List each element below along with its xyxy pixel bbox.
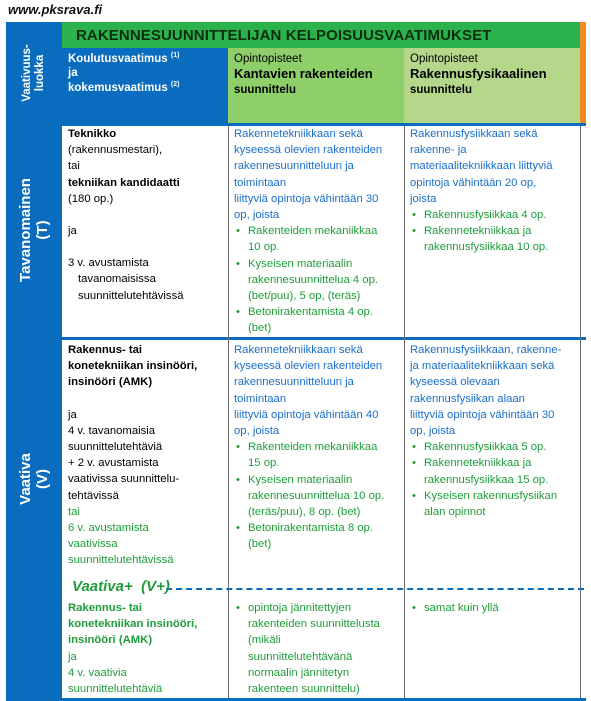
list-item: • Kyseisen rakennusfysiikan alan opinnot <box>410 488 582 520</box>
vplus-col1-line: 4 v. vaativia <box>68 666 127 679</box>
header-building-physics-design <box>404 48 580 123</box>
v-col1-line: suunnittelutehtäviä <box>68 441 163 454</box>
t-col2-intro: liittyviä opintoja vähintään 30 <box>234 192 379 205</box>
class-t-label: Tavanomainen <box>16 178 34 282</box>
t-col3-intro: joista <box>410 192 437 205</box>
t-col1-line: (180 op.) <box>68 192 114 205</box>
list-item: • Rakennusfysiikkaa 5 op. <box>410 439 582 455</box>
v-col1-line: ja <box>68 408 77 421</box>
vplus-col1-line: konetekniikan insinööri, <box>68 618 198 631</box>
v-col1-line: insinööri (AMK) <box>68 376 153 389</box>
table-title-bar <box>62 22 586 48</box>
header-col2-big: Kantavien rakenteiden <box>234 66 373 82</box>
vplus-physics-cell <box>410 600 582 616</box>
header-education-experience <box>62 48 228 123</box>
class-v-label: Vaativa <box>16 453 34 505</box>
v-col1-line: 4 v. tavanomaisia <box>68 424 156 437</box>
t-col1-line: 3 v. avustamista <box>68 257 149 270</box>
table-title: RAKENNESUUNNITTELIJAN KELPOISUUSVAATIMUKSET <box>76 27 492 44</box>
v-col3-intro: Rakennusfysiikkaan, rakenne- <box>410 344 562 356</box>
header-col3-small: Opintopisteet <box>410 53 478 65</box>
t-col3-intro: Rakennusfysiikkaan sekä <box>410 128 538 140</box>
v-col3-intro: liittyviä opintoja vähintään 30 <box>410 408 555 421</box>
requirements-table <box>6 22 586 701</box>
header-col1-line2: ja <box>68 67 78 80</box>
class-v-code: (V) <box>34 469 51 489</box>
t-physics-cell <box>410 126 582 256</box>
website-url[interactable]: www.pksrava.fi <box>8 2 103 17</box>
orange-edge-decor <box>580 22 586 123</box>
v-col1-line: tehtävissä <box>68 489 119 502</box>
t-col1-line: tekniikan kandidaatti <box>68 176 180 189</box>
header-col2-small: Opintopisteet <box>234 53 302 65</box>
v-col3-intro: rakennusfysiikan alaan <box>410 392 525 405</box>
v-col3-intro: op, joista <box>410 425 456 438</box>
v-col1-line: Rakennus- tai <box>68 344 143 356</box>
t-col1-line: suunnittelutehtävissä <box>78 289 184 302</box>
header-col2-small2: suunnittelu <box>234 83 296 96</box>
v-col1-line: 6 v. avustamista <box>68 522 149 535</box>
v-col1-line: konetekniikan insinööri, <box>68 360 198 373</box>
vplus-col1-line: insinööri (AMK) <box>68 634 153 647</box>
header-col3-big: Rakennusfysikaalinen <box>410 66 547 82</box>
vplus-col1-line: ja <box>68 650 77 663</box>
v-col2-intro: rakennesuunnitteluun ja toimintaan <box>234 376 354 405</box>
v-col2-intro: Rakennetekniikkaan sekä <box>234 344 363 356</box>
list-item: • Rakennetekniikkaa ja rakennusfysiikkaa 10 op. <box>410 223 582 255</box>
t-education-cell <box>68 126 226 304</box>
header-col1-line3: kokemusvaatimus <box>68 81 168 94</box>
t-structural-cell <box>234 126 406 337</box>
difficulty-class-header-line2: luokka <box>34 54 46 91</box>
row-separator <box>6 337 586 340</box>
t-col1-line: ja <box>68 225 77 238</box>
vplus-structural-cell <box>234 600 406 697</box>
v-col3-intro: ja materiaalitekniikkaan sekä <box>410 360 555 373</box>
t-col2-intro: rakennesuunnitteluun ja toimintaan <box>234 160 354 189</box>
v-col2-intro: liittyviä opintoja vähintään 40 <box>234 408 379 421</box>
difficulty-class-header <box>6 22 62 126</box>
v-physics-cell <box>410 342 582 520</box>
list-item: • Rakennetekniikkaa ja rakennusfysiikkaa 15 op. <box>410 455 582 487</box>
t-col1-line: tai <box>68 160 80 173</box>
vplus-dashed-separator <box>166 588 584 590</box>
list-item: • samat kuin yllä <box>410 600 582 616</box>
vplus-col1-line: Rakennus- tai <box>68 602 143 614</box>
list-item: • Rakenteiden mekaniikkaa 15 op. <box>234 439 406 471</box>
t-col3-intro: rakenne- ja <box>410 144 467 157</box>
list-item: • Betonirakentamista 4 op. (bet) <box>234 304 406 336</box>
class-tavanomainen <box>6 123 62 337</box>
t-col1-line: tavanomaisissa <box>78 273 156 286</box>
v-col3-intro: kyseessä olevaan <box>410 376 500 389</box>
t-col1-line: Teknikko <box>68 128 117 140</box>
t-col2-intro: op, joista <box>234 209 280 222</box>
list-item: • Kyseisen materiaalin rakennesuunnittelua 4 op. (bet/puu), 5 op, (teräs) <box>234 256 406 305</box>
header-structural-design <box>228 48 404 123</box>
list-item: • Rakennusfysiikkaa 4 op. <box>410 207 582 223</box>
v-col1-line: vaativissa <box>68 538 118 551</box>
t-col3-intro: materiaalitekniikkaan liittyviä <box>410 160 553 173</box>
header-col3-small2: suunnittelu <box>410 83 472 96</box>
header-col1-sup2: (2) <box>170 80 180 88</box>
v-structural-cell <box>234 342 406 553</box>
column-divider <box>228 126 229 698</box>
v-col1-line: suunnittelutehtävissä <box>68 554 174 567</box>
v-col1-line: vaativissa suunnittelu- <box>68 473 180 486</box>
header-col1-line1: Koulutusvaatimus <box>68 53 168 65</box>
list-item: • Kyseisen materiaalin rakennesuunnittelua 10 op. (teräs/puu), 8 op. (bet) <box>234 472 406 521</box>
v-col2-intro: op, joista <box>234 425 280 438</box>
t-col1-line: (rakennusmestari), <box>68 144 163 157</box>
class-t-code: (T) <box>34 220 51 240</box>
v-col1-line: + 2 v. avustamista <box>68 457 159 470</box>
t-col2-intro: Rakennetekniikkaan sekä <box>234 128 363 140</box>
list-item: • opintoja jännitettyjen rakenteiden suunnittelusta (mikäli suunnittelutehtävänä normaalin jännitetyn rakenteen suunnittelu) <box>234 600 406 697</box>
class-vaativa <box>6 337 62 701</box>
vplus-heading: Vaativa+ (V+) <box>72 578 170 595</box>
v-col2-intro: kyseessä olevien rakenteiden <box>234 360 383 373</box>
vplus-col1-line: suunnittelutehtäviä <box>68 683 163 696</box>
t-col2-intro: kyseessä olevien rakenteiden <box>234 144 383 157</box>
t-col3-intro: opintoja vähintään 20 op, <box>410 176 537 189</box>
list-item: • Rakenteiden mekaniikkaa 10 op. <box>234 223 406 255</box>
vplus-education-cell <box>68 600 226 697</box>
difficulty-class-header-line1: Vaativuus- <box>20 43 33 102</box>
header-col1-sup1: (1) <box>170 52 180 60</box>
v-col1-line: tai <box>68 505 80 518</box>
v-education-cell <box>68 342 226 569</box>
list-item: • Betonirakentamista 8 op. (bet) <box>234 520 406 552</box>
